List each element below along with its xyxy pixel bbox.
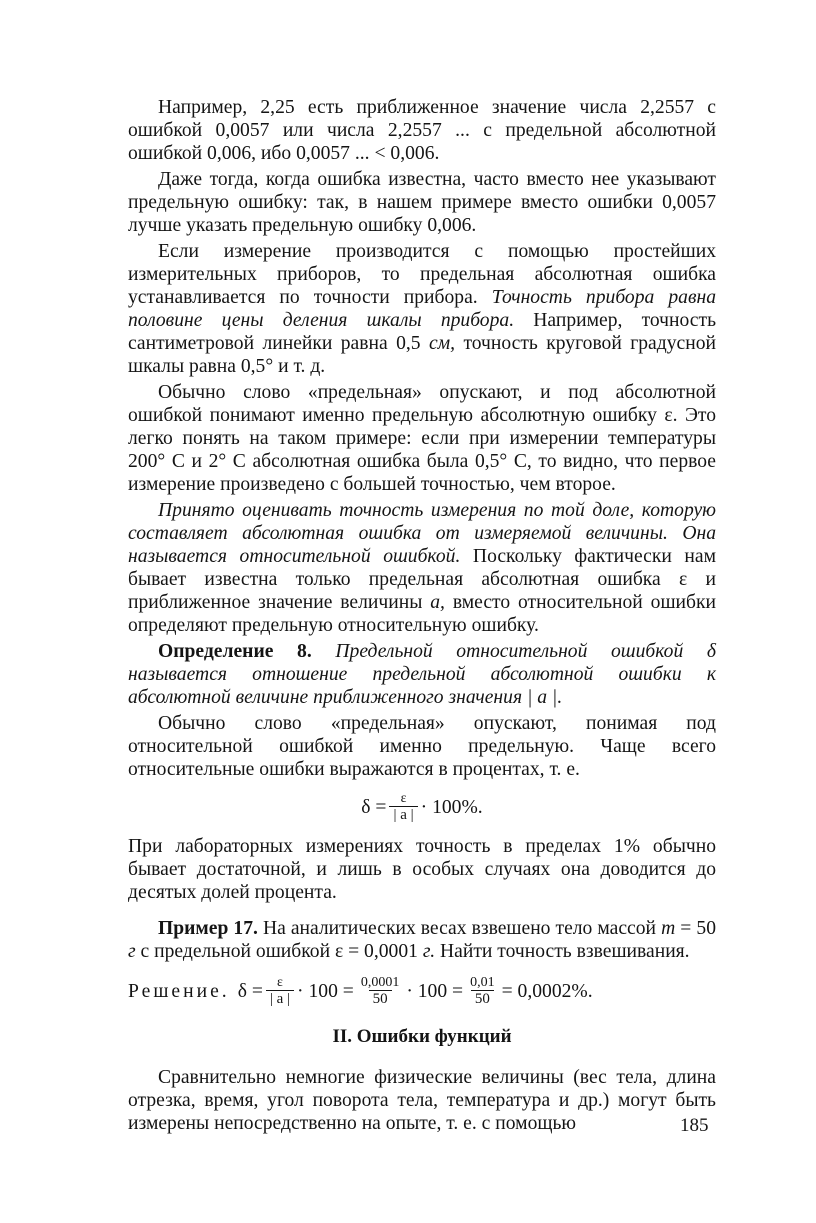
paragraph-7: При лабораторных измерениях точность в пределах 1% обычно бывает достаточной, и лишь в особых случаях она доводится до десятых долей процента. bbox=[128, 836, 716, 903]
solution-line bbox=[128, 975, 716, 1007]
fraction-denominator: | a | bbox=[389, 806, 417, 823]
fraction-numerator: ε bbox=[400, 791, 407, 806]
definition-8 bbox=[128, 640, 716, 709]
relative-error-formula bbox=[128, 791, 716, 823]
text-run: На аналитических весах взвешено тело массой bbox=[257, 918, 662, 939]
section-title: II. Ошибки функций bbox=[332, 1026, 512, 1047]
paragraph-1: Например, 2,25 есть приближенное значение числа 2,2557 с ошибкой 0,0057 или числа 2,2557 ... с предельной абсолютной ошибкой 0,006, ибо 0,0057 ... < 0,006. bbox=[128, 97, 716, 164]
text-run: точность круговой градусной шкалы равна 0,5° и т. д. bbox=[128, 333, 716, 377]
paragraph-4: Обычно слово «предельная» опускают, и под абсолютной ошибкой понимают именно предельную абсолютную ошибку ε. Это легко понять на таком примере: если при измерении температуры 200° С и 2° С абсолютная ошибка была 0,5° С, то видно, что первое измерение произведено с большей точностью, чем второе. bbox=[128, 382, 716, 495]
fraction-denominator: 50 bbox=[471, 990, 494, 1007]
fraction-numerator: 0,0001 bbox=[360, 975, 400, 990]
fraction-numerator: ε bbox=[277, 975, 283, 990]
unit-text: г. bbox=[422, 941, 436, 962]
solution-fraction-1 bbox=[266, 975, 294, 1007]
italic-run: Принято оценивать точность измерения по той доле, которую составляет абсолютная ошибка от измеряемой величины. Она называется относительной ошибкой. bbox=[128, 500, 716, 567]
paragraph-5 bbox=[128, 499, 716, 637]
paragraph-3 bbox=[128, 240, 716, 378]
example-label: Пример 17. bbox=[158, 918, 258, 939]
definition-label: Определение 8. bbox=[158, 641, 312, 662]
text-run: Найти точность взвешивания. bbox=[435, 941, 690, 962]
fraction-denominator: | a | bbox=[266, 990, 294, 1007]
text-run: = 50 bbox=[675, 918, 716, 939]
variable-text: m bbox=[661, 918, 676, 939]
text-run: вместо относительной ошибки определяют предельную относительную ошибку. bbox=[128, 592, 716, 636]
solution-result: = 0,0002%. bbox=[501, 980, 593, 1002]
page-body bbox=[128, 96, 716, 1138]
solution-fraction-3 bbox=[466, 975, 499, 1007]
italic-run: Точность прибора равна половине цены деления шкалы прибора. bbox=[128, 287, 716, 331]
formula-lhs: δ = bbox=[361, 796, 387, 818]
paragraph-8: Сравнительно немногие физические величины (вес тела, длина отрезка, время, угол поворота тела, температура и др.) могут быть измерены непосредственно на опыте, т. е. с помощью bbox=[128, 1067, 716, 1134]
paragraph-2: Даже тогда, когда ошибка известна, часто вместо нее указывают предельную ошибку: так, в нашем примере вместо ошибки 0,0057 лучше указать предельную ошибку 0,006. bbox=[128, 169, 716, 236]
text-run: Если измерение производится с помощью простейших измерительных приборов, то предельная абсолютная ошибка устанавливается по точности прибора. bbox=[128, 241, 716, 308]
variable-text: a, bbox=[430, 592, 445, 613]
solution-mid-2: · 100 = bbox=[406, 980, 464, 1002]
solution-fraction-2 bbox=[357, 975, 404, 1007]
paragraph-6: Обычно слово «предельная» опускают, понимая под относительной ошибкой именно предельную. Чаще всего относительные ошибки выражаются в процентах, т. е. bbox=[128, 713, 716, 780]
text-run: с предельной ошибкой ε = 0,0001 bbox=[135, 941, 423, 962]
text-run: Например, точность сантиметровой линейки равна 0,5 bbox=[128, 310, 716, 354]
unit-text: см, bbox=[428, 333, 456, 354]
unit-text: г bbox=[128, 941, 136, 962]
fraction-numerator: 0,01 bbox=[470, 975, 495, 990]
formula-rhs: · 100%. bbox=[420, 796, 483, 818]
formula-fraction bbox=[389, 791, 417, 823]
fraction-denominator: 50 bbox=[369, 990, 392, 1007]
text-run: Поскольку фактически нам бывает известна только предельная абсолютная ошибка ε и приближенное значение величины bbox=[128, 546, 717, 613]
example-17 bbox=[128, 917, 716, 963]
solution-mid-1: · 100 = bbox=[297, 980, 354, 1002]
page-number: 185 bbox=[680, 1115, 709, 1136]
definition-text: Предельной относительной ошибкой δ называется отношение предельной абсолютной ошибки к абсолютной величине приближенного значения | a |. bbox=[128, 641, 716, 708]
solution-label: Решение. bbox=[128, 980, 230, 1002]
solution-lhs: δ = bbox=[237, 980, 263, 1002]
